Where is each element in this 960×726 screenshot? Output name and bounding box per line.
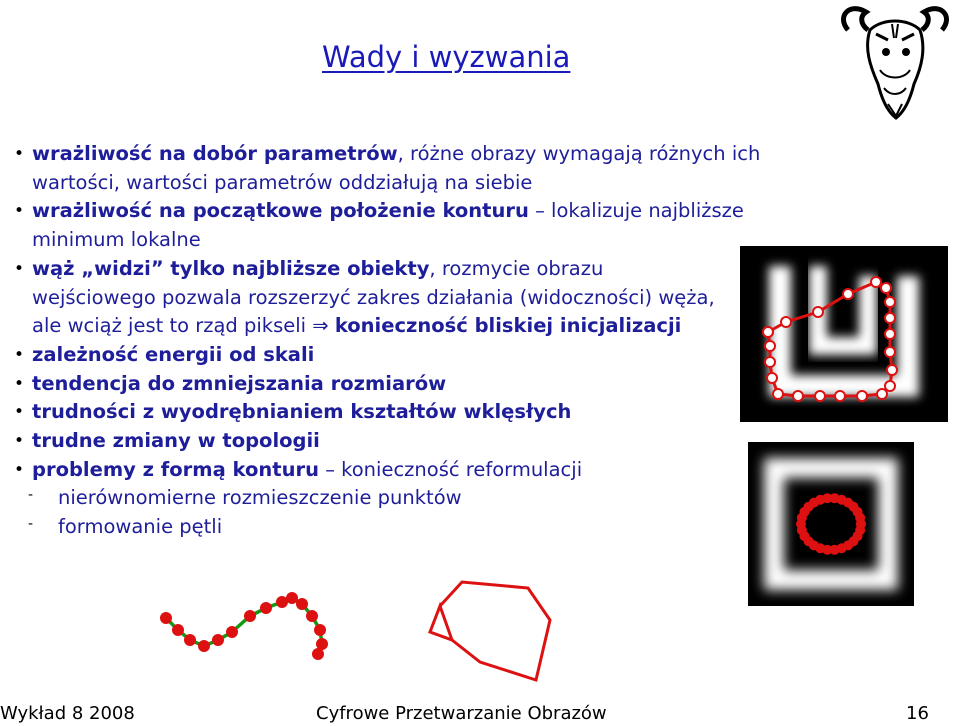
- footer-lecture: Wykład 8 2008: [0, 703, 135, 724]
- snake-point: [213, 635, 223, 645]
- snake-point: [765, 357, 775, 367]
- uneven-points-snake-diagram: [150, 586, 340, 666]
- list-item: • wąż „widzi” tylko najbliższe obiekty, rozmycie obrazu wejściowego pozwala rozszerzyć zakres działania (widoczności) węża, ale wciąż jest to rząd pikseli ⇒ konieczność bliskiej inicjalizacji: [14, 255, 732, 341]
- snake-point: [813, 307, 823, 317]
- sub-list-item: - formowanie pętli: [14, 513, 774, 542]
- snake-point: [261, 603, 271, 613]
- snake-point: [227, 627, 237, 637]
- snake-point: [871, 277, 881, 287]
- snake-point: [885, 297, 895, 307]
- snake-point: [885, 381, 895, 391]
- snake-point: [881, 283, 891, 293]
- snake-point: [815, 391, 825, 401]
- u-shape-snake-image: [740, 246, 948, 422]
- loop-triangle: [430, 606, 452, 640]
- snake-point: [885, 347, 895, 357]
- gnu-logo-icon: [830, 0, 960, 122]
- snake-point: [313, 649, 323, 659]
- snake-point: [885, 313, 895, 323]
- square-snake-image: [748, 442, 914, 606]
- snake-point: [277, 597, 287, 607]
- snake-point: [793, 391, 803, 401]
- snake-point: [835, 391, 845, 401]
- snake-point: [765, 341, 775, 351]
- snake-point: [773, 389, 783, 399]
- snake-point: [317, 639, 327, 649]
- loop-formation-diagram: [410, 580, 560, 690]
- snake-point: [887, 365, 897, 375]
- snake-point: [857, 391, 867, 401]
- snake-point: [767, 373, 777, 383]
- snake-point: [857, 520, 865, 528]
- snake-point: [173, 625, 183, 635]
- list-item: • wrażliwość na dobór parametrów, różne obrazy wymagają różnych ich wartości, wartości parametrów oddziałują na siebie: [14, 140, 774, 197]
- bullet-list: [14, 140, 774, 542]
- sub-list-item: - nierównomierne rozmieszczenie punktów: [14, 484, 774, 513]
- snake-point: [245, 611, 255, 621]
- slide-title: Wady i wyzwania: [322, 40, 571, 74]
- footer-page-number: 16: [906, 703, 929, 724]
- snake-point: [161, 613, 171, 623]
- snake-point: [297, 599, 307, 609]
- footer-course-title: Cyfrowe Przetwarzanie Obrazów: [316, 703, 607, 724]
- list-item: • trudności z wyodrębnianiem kształtów wklęsłych: [14, 398, 774, 427]
- snake-point: [885, 329, 895, 339]
- list-item: • problemy z formą konturu – konieczność reformulacji: [14, 456, 774, 485]
- snake-point: [307, 611, 317, 621]
- snake-point: [287, 593, 297, 603]
- list-item: • wrażliwość na początkowe położenie konturu – lokalizuje najbliższe minimum lokalne: [14, 197, 774, 254]
- snake-point: [185, 635, 195, 645]
- snake-point: [315, 625, 325, 635]
- list-item: • zależność energii od skali: [14, 341, 774, 370]
- snake-point: [843, 289, 853, 299]
- loop-polygon: [440, 582, 550, 680]
- snake-point: [199, 641, 209, 651]
- list-item: • tendencja do zmniejszania rozmiarów: [14, 370, 774, 399]
- list-item: • trudne zmiany w topologii: [14, 427, 774, 456]
- snake-point: [763, 327, 773, 337]
- snake-point: [781, 317, 791, 327]
- snake-contour-wavy: [161, 593, 327, 659]
- snake-point: [877, 389, 887, 399]
